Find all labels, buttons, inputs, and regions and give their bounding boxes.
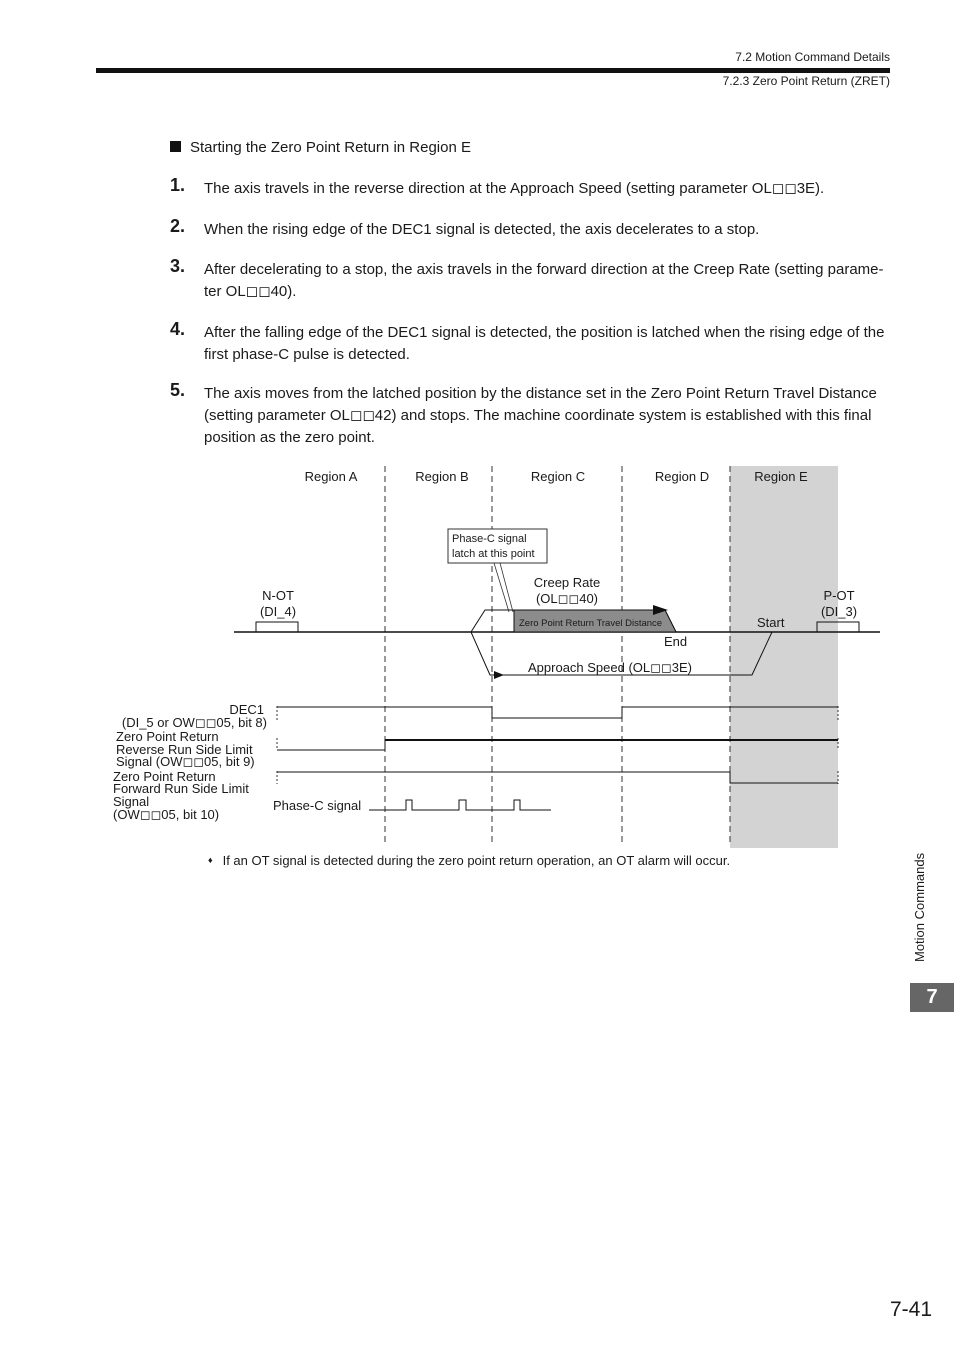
step-number: 4. [170,319,186,339]
rev-limit-line-2: Reverse Run Side Limit [116,742,253,757]
dec1-source: (DI_5 or OW◻◻05, bit 8) [121,715,267,730]
fwd-limit-line-2: Forward Run Side Limit [113,781,249,796]
callout-pointer [494,563,513,612]
region-a-label: Region A [304,469,358,484]
step-number: 2. [170,216,186,236]
step-text: The axis moves from the latched position by the distance set in the Zero Point Return Travel Distance (setting parameter OL◻◻42) and stops. The machine coordinate system is established with this final position as the zero point. [204,385,877,446]
step-text: After decelerating to a stop, the axis travels in the forward direction at the Creep Rate (setting parame-ter OL◻◻40). [204,261,884,300]
creep-rate-label: Creep Rate [533,575,601,590]
rev-limit-line-1: Zero Point Return [116,729,219,744]
creep-rate-param: (OL◻◻40) [535,591,599,606]
ot-alarm-note [208,853,730,868]
step-number: 1. [170,175,186,195]
side-tab-label: Motion Commands [912,852,927,962]
step-number: 3. [170,256,186,276]
step-text: The axis travels in the reverse direction at the Approach Speed (setting parameter OL◻◻3E). [204,180,825,197]
step-number: 5. [170,380,186,400]
region-b-label: Region B [415,469,469,484]
note-text: If an OT signal is detected during the zero point return operation, an OT alarm will occur. [222,853,731,868]
n-ot-pulse [256,622,298,632]
p-ot-label: P-OT [823,588,855,603]
rev-limit-line-3: Signal (OW◻◻05, bit 9) [116,754,255,769]
callout-line-1: Phase-C signal [452,533,527,545]
phase-c-waveform [369,800,551,810]
n-ot-input: (DI_4) [259,604,297,619]
region-dividers [385,466,730,845]
region-e-label: Region E [754,469,808,484]
dec1-label: DEC1 [229,702,264,717]
end-label: End [664,634,688,649]
step-text: When the rising edge of the DEC1 signal is detected, the axis decelerates to a stop. [204,221,760,238]
region-e-shading [730,466,838,848]
fwd-limit-line-4: (OW◻◻05, bit 10) [113,807,220,822]
fwd-limit-line-1: Zero Point Return [113,769,216,784]
approach-speed-label: Approach Speed (OL◻◻3E) [528,660,692,675]
n-ot-label: N-OT [262,588,294,603]
start-label: Start [757,615,785,630]
diamond-bullet-icon: ♦ [208,855,213,865]
region-d-label: Region D [654,469,710,484]
callout-line-2: latch at this point [452,548,535,560]
page-number: 7-41 [890,1298,933,1321]
travel-distance-label: Zero Point Return Travel Distance [519,618,663,629]
fwd-limit-line-3: Signal [113,794,150,809]
subheading-text: Starting the Zero Point Return in Region E [190,139,471,156]
region-c-label: Region C [530,469,586,484]
chapter-number-tab: 7 [910,983,954,1012]
section-title: 7.2 Motion Command Details [735,50,890,64]
subsection-title: 7.2.3 Zero Point Return (ZRET) [722,74,890,88]
p-ot-input: (DI_3) [820,604,858,619]
step-text: After the falling edge of the DEC1 signal is detected, the position is latched when the rising edge of the first phase-C pulse is detected. [204,324,885,363]
phase-c-signal-label: Phase-C signal [273,798,362,813]
